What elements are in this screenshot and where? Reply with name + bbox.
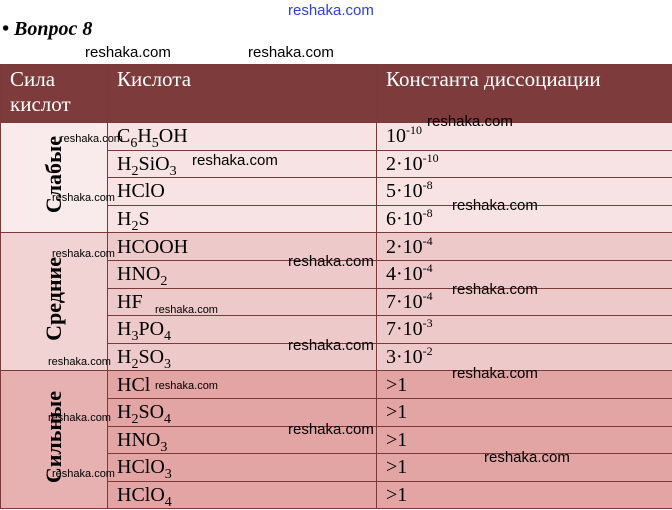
- dissociation-constant: $7\cdot 10^{-3}$: [377, 316, 672, 344]
- dissociation-constant: $10^{-10}$: [377, 123, 672, 151]
- acid-formula: HCl: [108, 371, 377, 399]
- acid-formula: $H_2SiO_3$: [108, 150, 377, 178]
- watermark: reshaka.com: [85, 44, 171, 61]
- header-strength-line1: Сила: [10, 67, 55, 91]
- dissociation-constant: $2\cdot 10^{-4}$: [377, 233, 672, 261]
- watermark: reshaka.com: [452, 281, 538, 298]
- watermark: reshaka.com: [288, 421, 374, 438]
- watermark-top[interactable]: reshaka.com: [288, 2, 374, 19]
- acid-formula: HClO$_3$: [108, 454, 377, 482]
- dissociation-constant: $2\cdot 10^{-10}$: [377, 150, 672, 178]
- watermark: reshaka.com: [452, 365, 538, 382]
- header-strength-line2: кислот: [10, 92, 71, 116]
- group-weak-label: Слабые: [42, 136, 66, 213]
- acid-formula: HCOOH: [108, 233, 377, 261]
- watermark: reshaka.com: [452, 197, 538, 214]
- table-header-row: [1, 65, 672, 123]
- acid-formula: $H_2SO_4$: [108, 398, 377, 426]
- watermark: reshaka.com: [288, 337, 374, 354]
- acid-formula: HF: [108, 288, 377, 316]
- header-constant: Константа диссоциации: [377, 65, 672, 123]
- dissociation-constant: >1: [377, 454, 672, 482]
- header-acid: Кислота: [108, 65, 377, 123]
- watermark: reshaka.com: [52, 468, 115, 480]
- dissociation-constant: >1: [377, 371, 672, 399]
- watermark: reshaka.com: [288, 253, 374, 270]
- watermark: reshaka.com: [484, 449, 570, 466]
- header-strength: [1, 65, 108, 123]
- acid-dissociation-table: [0, 64, 672, 509]
- dissociation-constant: $3\cdot 10^{-2}$: [377, 343, 672, 371]
- watermark: reshaka.com: [48, 412, 111, 424]
- watermark: reshaka.com: [52, 192, 115, 204]
- watermark: reshaka.com: [52, 248, 115, 260]
- dissociation-constant: >1: [377, 481, 672, 509]
- acid-formula: HClO$_4$: [108, 481, 377, 509]
- acid-formula: $H_2SO_3$: [108, 343, 377, 371]
- watermark: reshaka.com: [427, 113, 513, 130]
- group-strong-label: Сильные: [42, 391, 66, 483]
- watermark: reshaka.com: [192, 152, 278, 169]
- dissociation-constant: $4\cdot 10^{-4}$: [377, 260, 672, 288]
- acid-formula: $HNO_3$: [108, 426, 377, 454]
- group-strong: [1, 371, 108, 509]
- dissociation-constant: $7\cdot 10^{-4}$: [377, 288, 672, 316]
- dissociation-constant: >1: [377, 398, 672, 426]
- acid-formula: $H_3PO_4$: [108, 316, 377, 344]
- group-medium-label: Средние: [42, 257, 66, 341]
- dissociation-constant: >1: [377, 426, 672, 454]
- watermark: reshaka.com: [155, 380, 218, 392]
- watermark: reshaka.com: [48, 356, 111, 368]
- acid-formula: $H_2S$: [108, 205, 377, 233]
- dissociation-constant: $5\cdot 10^{-8}$: [377, 178, 672, 206]
- table-row: [1, 371, 672, 399]
- watermark: reshaka.com: [60, 133, 123, 145]
- acid-formula: $HNO_2$: [108, 260, 377, 288]
- watermark: reshaka.com: [155, 304, 218, 316]
- question-heading: • Вопрос 8: [2, 18, 92, 41]
- watermark: reshaka.com: [248, 44, 334, 61]
- dissociation-constant: $6\cdot 10^{-8}$: [377, 205, 672, 233]
- acid-formula: HClO: [108, 178, 377, 206]
- acid-formula: $C_6H_5OH$: [108, 123, 377, 151]
